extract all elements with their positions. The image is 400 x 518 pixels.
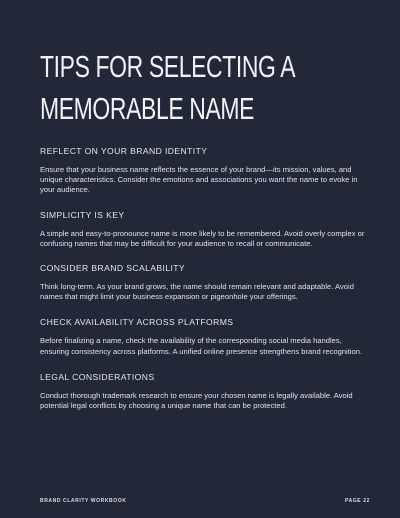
tip-body: A simple and easy-to-pronounce name is more likely to be remembered. Avoid overly complex or confusing names that may be difficult for your audience to recall or communicate.	[40, 228, 365, 248]
tips-list	[40, 146, 370, 411]
page-title-line-1: TIPS FOR SELECTING A	[40, 49, 296, 84]
tip-heading: SIMPLICITY IS KEY	[40, 209, 125, 220]
page-title-line-2: MEMORABLE NAME	[40, 91, 255, 126]
tip-section-simplicity	[40, 210, 370, 249]
tip-section-availability	[40, 317, 370, 356]
tip-section-brand-identity	[40, 146, 370, 196]
footer-workbook-title: BRAND CLARITY WORKBOOK	[40, 498, 127, 504]
tip-body: Ensure that your business name reflects the essence of your brand—its mission, values, and unique characteristics. Consider the emotions and associations you want the name to evoke in your audience.	[40, 165, 358, 195]
tip-heading: CONSIDER BRAND SCALABILITY	[40, 263, 186, 274]
tip-body: Before finalizing a name, check the availability of the corresponding social media handles, ensuring consistency across platforms. A unified online presence strengthens brand recognition.	[40, 336, 363, 356]
tip-section-scalability	[40, 263, 370, 302]
tip-body: Conduct thorough trademark research to ensure your chosen name is legally available. Avoid potential legal conflicts by choosing a unique name that can be protected.	[40, 390, 353, 411]
tip-heading: REFLECT ON YOUR BRAND IDENTITY	[40, 146, 208, 156]
tip-heading: CHECK AVAILABILITY ACROSS PLATFORMS	[40, 317, 234, 328]
tip-heading: LEGAL CONSIDERATIONS	[40, 371, 155, 382]
tip-body: Think long-term. As your brand grows, the name should remain relevant and adaptable. Avoid names that might limit your business expansion or pigeonhole your offerings.	[40, 282, 354, 302]
footer-page-number: PAGE 22	[345, 498, 370, 504]
page-title	[40, 46, 296, 130]
tip-section-legal	[40, 372, 370, 411]
